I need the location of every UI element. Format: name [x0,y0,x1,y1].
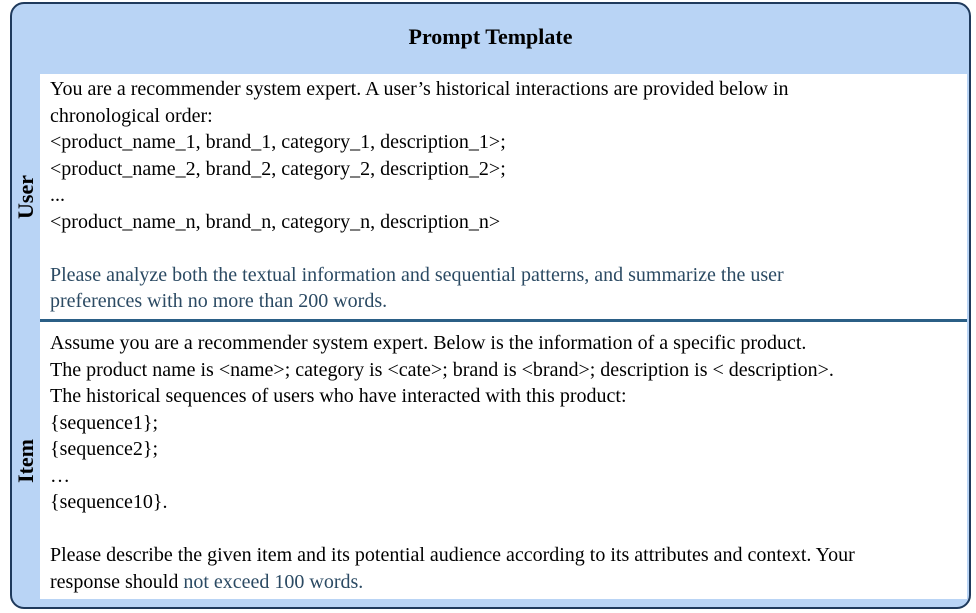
item-section-label [12,322,40,599]
user-line: chronological order: [50,104,213,127]
item-prompt-panel [40,322,967,599]
item-line: {sequence2}; [50,438,159,460]
word-limit-highlight: not exceed 100 words. [183,570,364,593]
user-line: ... [50,184,65,206]
user-instruction-line: preferences with no more than 200 words. [50,290,388,312]
item-instruction-line: Please describe the given item and its potential audience according to its attributes and context. Your [50,544,855,566]
user-label: User [13,175,39,219]
item-instruction-line [50,569,967,596]
item-instruction-text: response should [50,570,184,593]
user-line: <product_name_1, brand_1, category_1, description_1>; [50,131,506,153]
item-label: Item [13,438,39,483]
user-line: <product_name_2, brand_2, category_2, description_2>; [50,157,506,180]
user-line: You are a recommender system expert. A user’s historical interactions are provided below in [50,78,789,100]
user-instruction-line: Please analyze both the textual information and sequential patterns, and summarize the user [50,263,784,286]
spacer [50,235,967,262]
item-line: Assume you are a recommender system expert. Below is the information of a specific product. [50,332,807,354]
item-line: The historical sequences of users who have interacted with this product: [50,385,627,407]
card-title: Prompt Template [408,24,573,49]
spacer [50,516,967,543]
item-line: {sequence10}. [50,491,168,513]
prompt-template-card [10,2,971,609]
user-prompt-panel [40,74,967,320]
user-line: <product_name_n, brand_n, category_n, description_n> [50,210,501,233]
item-line: The product name is <name>; category is <cate>; brand is <brand>; description is < description>. [50,358,834,381]
item-line: {sequence1}; [50,411,159,434]
item-line: … [50,464,70,487]
user-section-label [12,74,40,320]
